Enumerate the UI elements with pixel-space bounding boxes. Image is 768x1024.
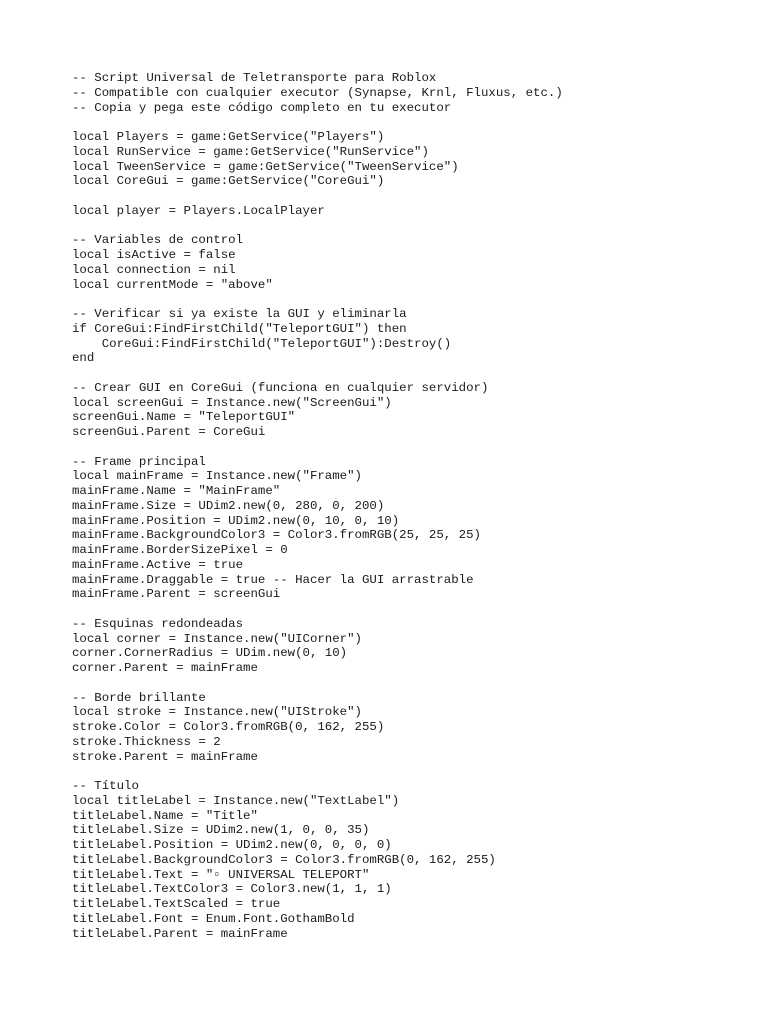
code-line: titleLabel.Name = "Title" — [72, 808, 258, 823]
code-line: end — [72, 351, 95, 366]
code-line: local titleLabel = Instance.new("TextLabel") — [72, 793, 400, 808]
code-line: mainFrame.BackgroundColor3 = Color3.fromRGB(25, 25, 25) — [72, 528, 481, 543]
code-line: local currentMode = "above" — [72, 277, 273, 292]
code-line: -- Script Universal de Teletransporte para Roblox — [72, 71, 437, 85]
code-line — [72, 366, 563, 381]
code-line: local player = Players.LocalPlayer — [72, 203, 325, 218]
code-line: titleLabel.Parent = mainFrame — [72, 926, 288, 941]
code-line: CoreGui:FindFirstChild("TeleportGUI"):Destroy() — [72, 336, 452, 351]
code-line: -- Crear GUI en CoreGui (funciona en cualquier servidor) — [72, 380, 489, 395]
code-line: mainFrame.BorderSizePixel = 0 — [72, 543, 288, 557]
code-line — [72, 602, 563, 617]
code-line: corner.Parent = mainFrame — [72, 661, 258, 675]
code-line: -- Variables de control — [72, 233, 244, 248]
code-line: mainFrame.Position = UDim2.new(0, 10, 0, 10) — [72, 513, 400, 528]
code-line: mainFrame.Size = UDim2.new(0, 280, 0, 200) — [72, 498, 385, 513]
code-line — [72, 676, 563, 691]
code-line: -- Verificar si ya existe la GUI y eliminarla — [72, 307, 407, 321]
code-line: local mainFrame = Instance.new("Frame") — [72, 469, 362, 484]
code-line: -- Borde brillante — [72, 690, 206, 705]
code-line: mainFrame.Active = true — [72, 557, 244, 572]
code-line — [72, 189, 563, 204]
code-line: mainFrame.Parent = screenGui — [72, 587, 281, 602]
code-line: local screenGui = Instance.new("ScreenGui") — [72, 395, 392, 410]
code-line: local RunService = game:GetService("RunService") — [72, 144, 429, 159]
code-line: titleLabel.BackgroundColor3 = Color3.fromRGB(0, 162, 255) — [72, 852, 496, 867]
code-line: screenGui.Name = "TeleportGUI" — [72, 410, 296, 425]
code-line — [72, 219, 563, 234]
code-line: stroke.Color = Color3.fromRGB(0, 162, 255) — [72, 720, 385, 734]
code-line: local corner = Instance.new("UICorner") — [72, 631, 362, 646]
code-line: local stroke = Instance.new("UIStroke") — [72, 705, 362, 720]
code-line: local CoreGui = game:GetService("CoreGui") — [72, 174, 385, 189]
code-line: titleLabel.Font = Enum.Font.GothamBold — [72, 911, 355, 926]
code-line: -- Copia y pega este código completo en tu executor — [72, 100, 452, 115]
code-line — [72, 440, 563, 455]
code-line — [72, 115, 563, 130]
code-line: screenGui.Parent = CoreGui — [72, 425, 266, 439]
code-line: corner.CornerRadius = UDim.new(0, 10) — [72, 646, 348, 661]
code-line: mainFrame.Draggable = true -- Hacer la GUI arrastrable — [72, 572, 474, 587]
code-line: stroke.Thickness = 2 — [72, 734, 221, 749]
code-line: -- Título — [72, 779, 139, 793]
code-line: local isActive = false — [72, 248, 236, 262]
code-block — [72, 71, 563, 941]
code-line: titleLabel.Text = "▫ UNIVERSAL TELEPORT" — [72, 867, 370, 882]
code-line: stroke.Parent = mainFrame — [72, 749, 258, 764]
code-line: -- Frame principal — [72, 454, 206, 469]
code-line — [72, 764, 563, 779]
code-line — [72, 292, 563, 307]
code-line: titleLabel.Size = UDim2.new(1, 0, 0, 35) — [72, 823, 370, 838]
code-line: -- Esquinas redondeadas — [72, 616, 244, 631]
code-line: titleLabel.TextScaled = true — [72, 897, 281, 911]
code-line: titleLabel.TextColor3 = Color3.new(1, 1, 1) — [72, 882, 392, 897]
code-line: mainFrame.Name = "MainFrame" — [72, 484, 281, 498]
code-line: titleLabel.Position = UDim2.new(0, 0, 0, 0) — [72, 838, 392, 852]
code-line: local TweenService = game:GetService("TweenService") — [72, 159, 459, 174]
code-line: local connection = nil — [72, 262, 236, 277]
code-line: local Players = game:GetService("Players") — [72, 130, 385, 144]
code-line: if CoreGui:FindFirstChild("TeleportGUI") then — [72, 321, 407, 336]
code-line: -- Compatible con cualquier executor (Synapse, Krnl, Fluxus, etc.) — [72, 85, 563, 100]
